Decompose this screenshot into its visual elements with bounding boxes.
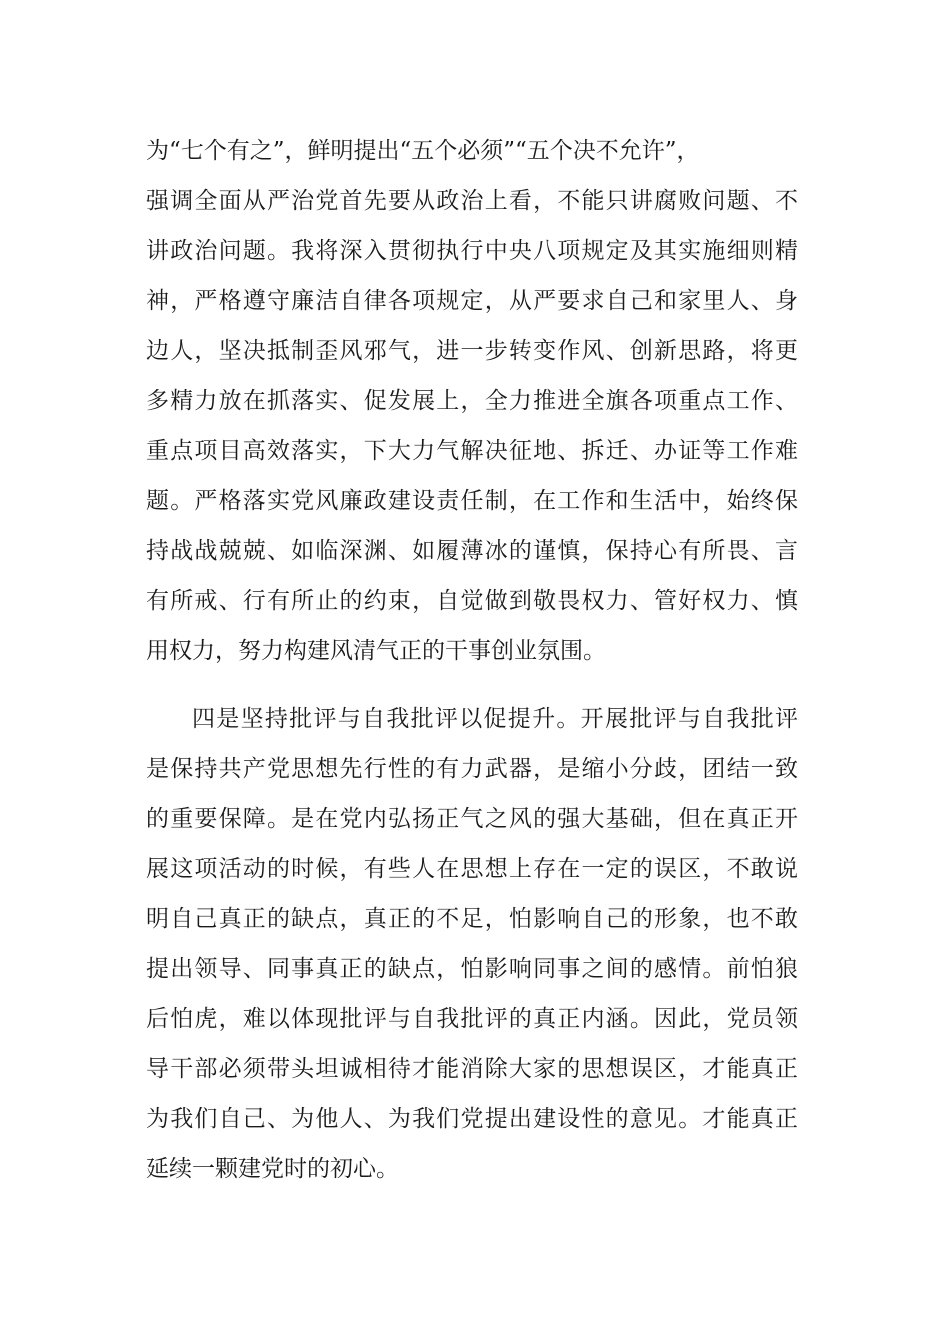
- text-line: 边人，坚决抵制歪风邪气，进一步转变作风、创新思路，将更: [146, 338, 798, 364]
- paragraph-spacer: [146, 676, 798, 694]
- text-line: 后怕虎，难以体现批评与自我批评的真正内涵。因此，党员领: [146, 1006, 798, 1032]
- text-line: 持战战兢兢、如临深渊、如履薄冰的谨慎，保持心有所畏、言: [146, 538, 798, 564]
- text-line: 神，严格遵守廉洁自律各项规定，从严要求自己和家里人、身: [146, 288, 798, 314]
- text-line: 题。严格落实党风廉政建设责任制，在工作和生活中，始终保: [146, 488, 798, 514]
- text-line: 重点项目高效落实，下大力气解决征地、拆迁、办证等工作难: [146, 438, 798, 464]
- text-line: 多精力放在抓落实、促发展上，全力推进全旗各项重点工作、: [146, 388, 798, 414]
- text-line: 是保持共产党思想先行性的有力武器，是缩小分歧，团结一致: [146, 756, 798, 782]
- text-line: 强调全面从严治党首先要从政治上看，不能只讲腐败问题、不: [146, 188, 798, 214]
- text-line: 用权力，努力构建风清气正的干事创业氛围。: [146, 638, 606, 664]
- paragraph-1: [146, 126, 798, 676]
- text-line: 的重要保障。是在党内弘扬正气之风的强大基础，但在真正开: [146, 806, 798, 832]
- paragraph-2: [146, 694, 798, 1194]
- text-line: 提出领导、同事真正的缺点，怕影响同事之间的感情。前怕狼: [146, 956, 798, 982]
- text-line: 延续一颗建党时的初心。: [146, 1156, 399, 1182]
- text-line: 为“七个有之”，鲜明提出“五个必须”“五个决不允许”，: [146, 138, 700, 164]
- document-body: [146, 126, 798, 1194]
- text-line: 讲政治问题。我将深入贯彻执行中央八项规定及其实施细则精: [146, 238, 798, 264]
- text-line: 展这项活动的时候，有些人在思想上存在一定的误区，不敢说: [146, 856, 798, 882]
- text-line: 导干部必须带头坦诚相待才能消除大家的思想误区，才能真正: [146, 1056, 798, 1082]
- text-line: 四是坚持批评与自我批评以促提升。开展批评与自我批评: [192, 706, 798, 732]
- text-line: 有所戒、行有所止的约束，自觉做到敬畏权力、管好权力、慎: [146, 588, 798, 614]
- text-line: 为我们自己、为他人、为我们党提出建设性的意见。才能真正: [146, 1106, 798, 1132]
- text-line: 明自己真正的缺点，真正的不足，怕影响自己的形象，也不敢: [146, 906, 798, 932]
